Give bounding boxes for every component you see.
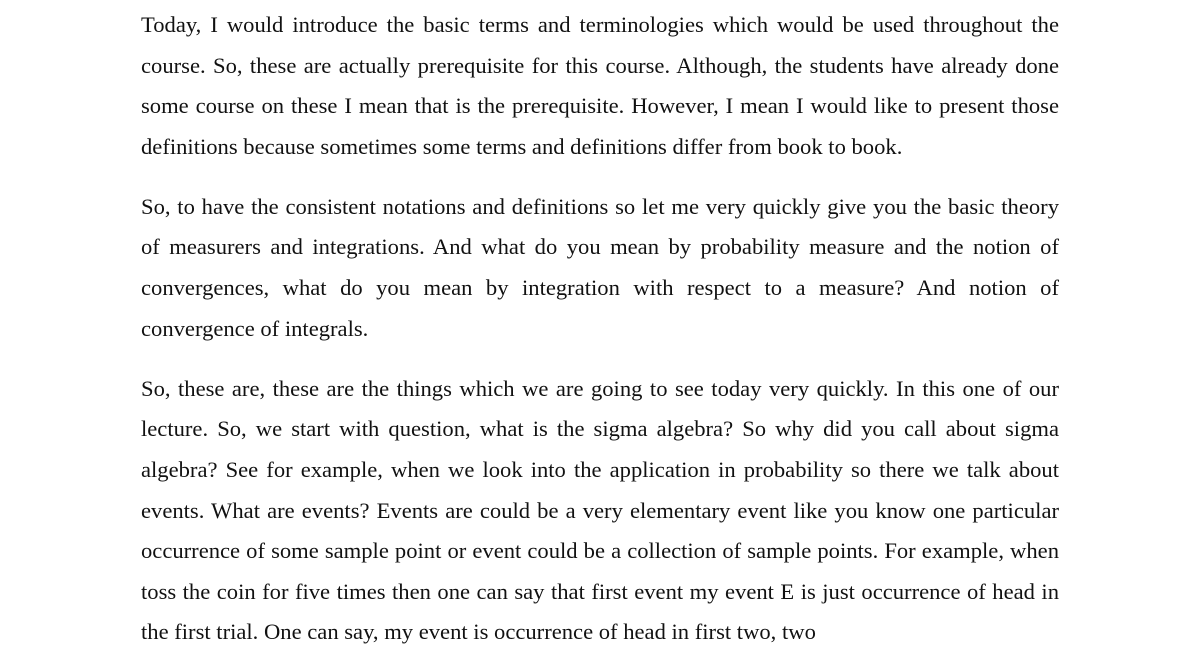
transcript-text	[141, 5, 1059, 672]
paragraph-1: Today, I would introduce the basic terms and terminologies which would be used throughout the course. So, these are actually prerequisite for this course. Although, the students have already done some course on these I mean that is the prerequisite. However, I mean I would like to present those definitions because sometimes some terms and definitions differ from book to book.	[141, 12, 1059, 159]
paragraph-2: So, to have the consistent notations and definitions so let me very quickly give you the basic theory of measurers and integrations. And what do you mean by probability measure and the notion of convergences, what do you mean by integration with respect to a measure? And notion of convergence of integrals.	[141, 193, 1059, 341]
paragraph-3: So, these are, these are the things which we are going to see today very quickly. In this one of our lecture. So, we start with question, what is the sigma algebra? So why did you call about sigma algebra? See for example, when we look into the application in probability so there we talk about events. What are events? Events are could be a very elementary event like you know one particular occurrence of some sample point or event could be a collection of sample points. For example, when toss the coin for five times then one can say that first event my event E is just occurrence of head in the first trial. One can say, my event is occurrence of head in first two, two	[141, 375, 1059, 645]
